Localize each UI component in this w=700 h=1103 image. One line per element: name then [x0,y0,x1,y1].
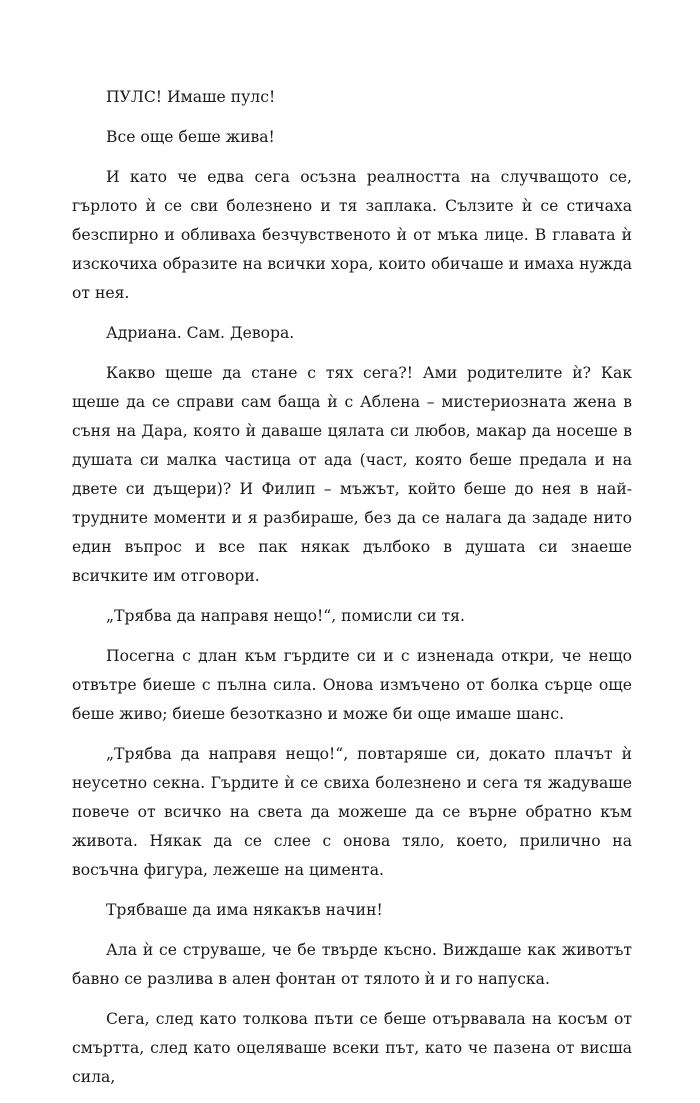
paragraph: И като че едва сега осъзна реалността на случващото се, гърлото ѝ се сви болезнено и тя заплака. Сълзите ѝ се стичаха безспирно и обливаха безчувственото ѝ от мъка лице. В главата ѝ изскочиха образите на всички хора, които обичаше и имаха нужда от нея. [72,168,632,302]
paragraph: ПУЛС! Имаше пулс! [106,88,276,106]
paragraph: Все още беше жива! [106,128,275,146]
paragraph: Сега, след като толкова пъти се беше отървавала на косъм от смъртта, след като оцеляваше всеки път, като че пазена от висша сила, [72,1010,632,1086]
paragraph: Какво щеше да стане с тях сега?! Ами родителите ѝ? Как щеше да се справи сам баща ѝ с Аблена – мистериозната жена в съня на Дара, която ѝ даваше цялата си любов, макар да носеше в душата си малка частица от ада (част, която беше предала и на двете си дъщери)? И Филип – мъжът, който беше до нея в най-трудните моменти и я разбираше, без да се налага да зададе нито един въпрос и все пак някак дълбоко в душата си знаеше всичките им отговори. [72,364,632,585]
paragraph: „Трябва да направя нещо!“, помисли си тя. [106,607,465,625]
paragraph: „Трябва да направя нещо!“, повтаряше си, докато плачът ѝ неусетно секна. Гърдите ѝ се свиха болезнено и сега тя жадуваше повече от всичко на света да можеше да се върне обратно към живота. Някак да се слее с онова тяло, което, прилично на восъчна фигура, лежеше на цимента. [72,745,632,879]
paragraph: Трябваше да има някакъв начин! [106,901,383,919]
paragraph: Посегна с длан към гърдите си и с изненада откри, че нещо отвътре биеше с пълна сила. Онова измъчено от болка сърце още беше живо; биеше безотказно и може би още имаше шанс. [72,647,632,723]
paragraph: Адриана. Сам. Девора. [106,324,295,342]
paragraph: Ала ѝ се струваше, че бе твърде късно. Виждаше как животът бавно се разлива в ален фонтан от тялото ѝ и го напуска. [72,941,632,988]
page-text [72,83,632,1103]
